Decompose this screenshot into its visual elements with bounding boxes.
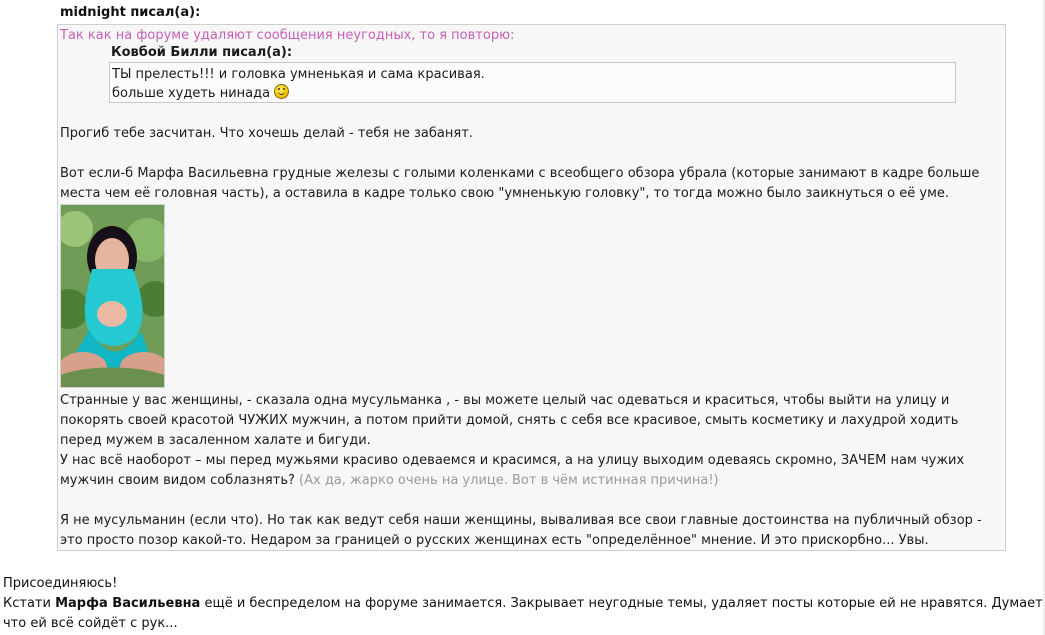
paragraph-4-line-2 (60, 471, 998, 491)
paragraph-4-grey-text: (Ах да, жарко очень на улице. Вот в чём истинная причина!) (299, 473, 719, 488)
reply-line-2 (3, 594, 1043, 614)
paragraph-5-line-1: Я не мусульманин (если что). Но так как ведут себя наши женщины, вываливая все свои главные достоинства на публичный обзор - (60, 513, 982, 528)
inner-quote-author: Ковбой Билли писал(а): (111, 45, 293, 60)
inner-quote-line-1: ТЫ прелесть!!! и головка умненькая и сама красивая. (112, 67, 485, 82)
paragraph-2-line-2: места чем её головная часть), а оставила в кадре только свою "умненькую головку", то тогда можно было заикнуться о её уме. (60, 186, 950, 201)
reply-line-3: что ей всё сойдёт с рук... (3, 616, 178, 631)
paragraph-3-line-1: Странные у вас женщины, - сказала одна мусульманка , - вы можете целый час одеваться и краситься, чтобы выйти на улицу и (60, 393, 950, 408)
paragraph-3-line-3: перед мужем в засаленном халате и бигуди. (60, 433, 371, 448)
paragraph-4-line-1: У нас всё наоборот – мы перед мужьями красиво одеваемся и красимся, а на улицу выходим одеваясь скромно, ЗАЧЕМ нам чужих (60, 453, 965, 468)
paragraph-1: Прогиб тебе засчитан. Что хочешь делай - тебя не забанят. (60, 126, 473, 141)
outer-quote-intro: Так как на форуме удаляют сообщения неугодных, то я повторю: (60, 28, 515, 43)
outer-quote-box (57, 24, 1006, 551)
reply-bold-name: Марфа Васильевна (55, 596, 201, 611)
paragraph-4-black-text: мужчин своим видом соблазнять? (60, 473, 295, 488)
smile-icon (274, 84, 289, 99)
reply-prefix: Кстати (3, 596, 56, 611)
reply-line-1: Присоединяюсь! (3, 576, 118, 591)
reply-rest: ещё и беспределом на форуме занимается. Закрывает неугодные темы, удаляет посты которые ей не нравятся. Думает (200, 596, 1043, 611)
inner-quote-line-2-text: больше худеть нинада (112, 86, 271, 101)
paragraph-2-line-1: Вот если-б Марфа Васильевна грудные железы с голыми коленками с всеобщего обзора убрала (которые занимают в кадре больше (60, 166, 980, 181)
embedded-photo (60, 204, 165, 388)
inner-quote-line-2 (112, 84, 955, 103)
inner-quote-box (109, 62, 956, 103)
outer-quote-author: midnight писал(а): (60, 5, 201, 20)
paragraph-3-line-2: покорять своей красотой ЧУЖИХ мужчин, а потом прийти домой, снять с себя все красивое, смыть косметику и лахудрой ходить (60, 413, 959, 428)
paragraph-5-line-2: это просто позор какой-то. Недаром за границей о русских женщинах есть "определённое" мнение. И это прискорбно... Увы. (60, 533, 929, 548)
